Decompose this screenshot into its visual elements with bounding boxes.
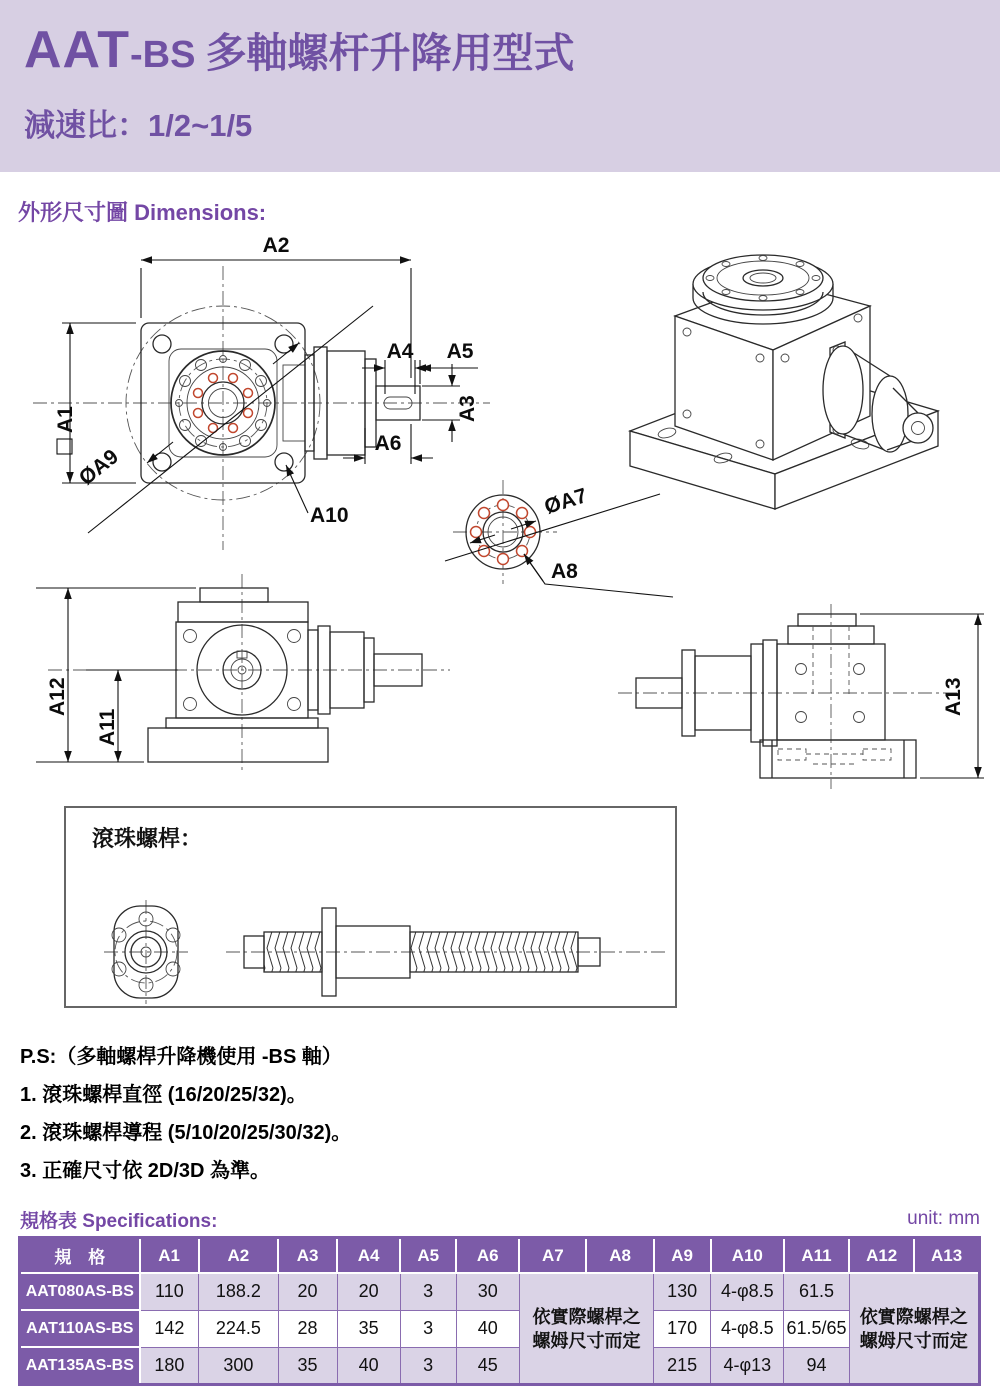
value-cell: 20: [337, 1273, 400, 1310]
table-row: [20, 1310, 980, 1347]
model-cell: AAT080AS-BS: [20, 1273, 140, 1310]
value-cell: 30: [456, 1273, 519, 1310]
value-cell: 300: [199, 1347, 278, 1385]
col-header-a4: A4: [337, 1238, 400, 1274]
value-cell: 28: [278, 1310, 337, 1347]
svg-text:A1: A1: [54, 406, 77, 433]
value-cell: 40: [456, 1310, 519, 1347]
notes-block: [20, 1038, 740, 1190]
dim-a10: [286, 465, 349, 527]
svg-text:A8: A8: [551, 560, 578, 583]
value-cell: 3: [400, 1273, 456, 1310]
page-title-chinese: 多軸螺杆升降用型式: [205, 30, 575, 76]
table-row: [20, 1347, 980, 1385]
col-header-a10: A10: [711, 1238, 784, 1274]
value-cell: 61.5: [784, 1273, 849, 1310]
value-cell: 188.2: [199, 1273, 278, 1310]
svg-text:A4: A4: [386, 340, 414, 363]
svg-text:A5: A5: [446, 340, 474, 363]
ballscrew-side-view: [226, 908, 666, 996]
value-cell: 130: [654, 1273, 711, 1310]
reduction-ratio-label: 減速比：1/2~1/5: [24, 108, 253, 143]
side-left-body: [148, 588, 422, 762]
dim-a6: [343, 424, 433, 464]
col-header-a11: A11: [784, 1238, 849, 1274]
dim-a9: [75, 306, 373, 533]
merged-note-a12-a13: 依實際螺桿之 螺姆尺寸而定: [849, 1273, 979, 1385]
value-cell: 215: [654, 1347, 711, 1385]
value-cell: 35: [278, 1347, 337, 1385]
col-header-a1: A1: [140, 1238, 199, 1274]
svg-text:A11: A11: [96, 708, 119, 746]
col-header-a7: A7: [519, 1238, 586, 1274]
col-header-a9: A9: [654, 1238, 711, 1274]
value-cell: 4-φ8.5: [711, 1310, 784, 1347]
col-header-a3: A3: [278, 1238, 337, 1274]
side-view-left-drawing: [28, 566, 458, 806]
table-header-row: [20, 1238, 980, 1274]
col-header-a6: A6: [456, 1238, 519, 1274]
value-cell: 170: [654, 1310, 711, 1347]
note-item-3: 3. 正確尺寸依 2D/3D 為準。: [20, 1160, 271, 1182]
value-cell: 3: [400, 1347, 456, 1385]
note-item-1: 1. 滾珠螺桿直徑 (16/20/25/32)。: [20, 1084, 307, 1106]
svg-text:A2: A2: [262, 234, 290, 257]
value-cell: 180: [140, 1347, 199, 1385]
specs-section-label: 規格表 Specifications:: [20, 1211, 218, 1232]
ballscrew-flange-end-view: [104, 900, 188, 1004]
note-ps: P.S:（多軸螺桿升降機使用 -BS 軸）: [20, 1046, 342, 1068]
dimensions-section-label: 外形尺寸圖 Dimensions:: [18, 200, 267, 225]
col-header-a8: A8: [586, 1238, 653, 1274]
table-row: [20, 1273, 980, 1310]
side-view-right-drawing: [608, 574, 998, 809]
value-cell: 4-φ8.5: [711, 1273, 784, 1310]
side-right-body: [636, 614, 916, 778]
svg-text:A10: A10: [310, 504, 349, 527]
value-cell: 35: [337, 1310, 400, 1347]
value-cell: 40: [337, 1347, 400, 1385]
svg-text:A12: A12: [46, 677, 69, 716]
col-header-a2: A2: [199, 1238, 278, 1274]
col-header-spec: 規 格: [20, 1238, 140, 1274]
specifications-table: [18, 1236, 981, 1386]
svg-text:A6: A6: [374, 432, 402, 455]
ballscrew-box: [64, 806, 677, 1008]
model-cell: AAT135AS-BS: [20, 1347, 140, 1385]
page-title-suffix: -BS: [130, 34, 196, 76]
value-cell: 94: [784, 1347, 849, 1385]
unit-label: unit: mm: [907, 1208, 980, 1229]
svg-text:A3: A3: [456, 395, 479, 422]
dim-a11: [86, 670, 178, 762]
value-cell: 61.5/65: [784, 1310, 849, 1347]
dim-a3: [422, 364, 479, 442]
value-cell: 3: [400, 1310, 456, 1347]
value-cell: 142: [140, 1310, 199, 1347]
value-cell: 224.5: [199, 1310, 278, 1347]
page-title-model: AAT: [24, 21, 131, 79]
ballscrew-label: 滾珠螺桿：: [92, 826, 203, 851]
svg-text:ØA7: ØA7: [541, 484, 590, 519]
col-header-a13: A13: [914, 1238, 979, 1274]
page-title: [24, 20, 574, 80]
svg-text:ØA9: ØA9: [74, 445, 123, 490]
svg-text:A13: A13: [942, 677, 965, 716]
iso-output-shaft: [823, 342, 933, 452]
value-cell: 110: [140, 1273, 199, 1310]
model-cell: AAT110AS-BS: [20, 1310, 140, 1347]
value-cell: 45: [456, 1347, 519, 1385]
value-cell: 20: [278, 1273, 337, 1310]
merged-note-a7-a8: 依實際螺桿之 螺姆尺寸而定: [519, 1273, 653, 1385]
col-header-a5: A5: [400, 1238, 456, 1274]
value-cell: 4-φ13: [711, 1347, 784, 1385]
col-header-a12: A12: [849, 1238, 914, 1274]
note-item-2: 2. 滾珠螺桿導程 (5/10/20/25/30/32)。: [20, 1122, 352, 1144]
dim-a13: [860, 614, 984, 778]
